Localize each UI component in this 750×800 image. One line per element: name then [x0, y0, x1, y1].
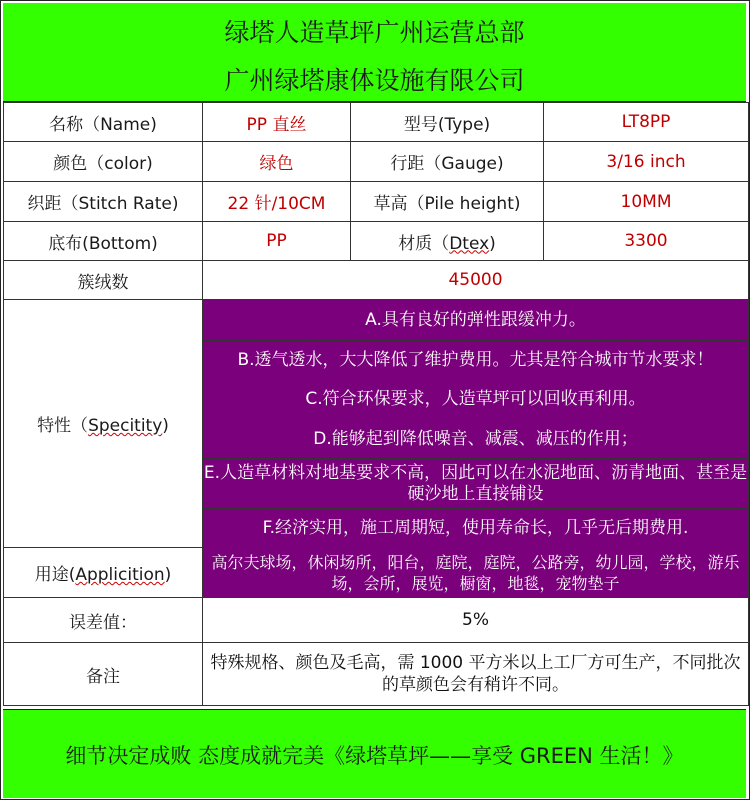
header-title: 绿塔人造草坪广州运营总部: [224, 18, 525, 47]
spec-table: [3, 102, 749, 706]
tuft-count-value: 45000: [203, 261, 749, 300]
usage-label: [4, 548, 203, 598]
dtex-label-prefix: 材质（: [398, 233, 450, 254]
table-row: [4, 142, 749, 182]
dtex-label-term: Dtex: [449, 233, 490, 254]
feature-item: D.能够起到降低噪音、减震、减压的作用；: [203, 420, 749, 459]
company-name: 广州绿塔康体设施有限公司: [224, 66, 525, 95]
usage-label-term: Applicition: [75, 565, 165, 585]
gauge-value: 3/16 inch: [544, 142, 749, 182]
pile-height-label: 草高（Pile height): [351, 182, 544, 222]
color-value: 绿色: [203, 142, 351, 182]
table-row: [4, 598, 749, 643]
color-label: 颜色（color): [4, 142, 203, 182]
stitch-rate-label: 织距（Stitch Rate): [4, 182, 203, 222]
features-label: [4, 300, 203, 548]
table-row: [4, 103, 749, 142]
type-value: LT8PP: [544, 103, 749, 142]
table-row: [4, 300, 749, 341]
name-value: PP 直丝: [203, 103, 351, 142]
name-label: 名称（Name): [4, 103, 203, 142]
usage-label-prefix: 用途(: [34, 565, 76, 585]
dtex-value: 3300: [544, 222, 749, 261]
tuft-count-label: 簇绒数: [4, 261, 203, 300]
feature-item: F.经济实用，施工周期短，使用寿命长，几乎无后期费用.: [203, 509, 749, 548]
footer-slogan: 细节决定成败 态度成就完美《绿塔草坪——享受 GREEN 生活！》: [65, 744, 684, 768]
tolerance-value: 5%: [203, 598, 749, 643]
pile-height-value: 10MM: [544, 182, 749, 222]
usage-label-suffix: ): [164, 565, 172, 585]
bottom-label: 底布(Bottom): [4, 222, 203, 261]
type-label: 型号(Type): [351, 103, 544, 142]
bottom-value: PP: [203, 222, 351, 261]
stitch-rate-value: 22 针/10CM: [203, 182, 351, 222]
header-banner: [3, 3, 746, 102]
features-label-prefix: 特性（: [37, 416, 89, 436]
usage-text: 高尔夫球场，休闲场所，阳台，庭院，庭院，公路旁，幼儿园，学校，游乐场，会所，展览，橱窗，地毯，宠物垫子: [203, 548, 749, 598]
feature-item: A.具有良好的弹性跟缓冲力。: [203, 300, 749, 341]
features-label-suffix: ): [162, 416, 169, 436]
remark-text: 特殊规格、颜色及毛高，需 1000 平方米以上工厂方可生产，不同批次的草颜色会有稍许不同。: [203, 643, 749, 706]
features-label-term: Specitity: [88, 416, 163, 436]
remark-label: 备注: [4, 643, 203, 706]
dtex-label-suffix: ): [489, 233, 496, 254]
feature-item: C.符合环保要求，人造草坪可以回收再利用。: [203, 380, 749, 420]
table-row: [4, 548, 749, 598]
tolerance-label: 误差值：: [4, 598, 203, 643]
dtex-label: [351, 222, 544, 261]
table-row: [4, 261, 749, 300]
table-row: [4, 222, 749, 261]
table-row: [4, 643, 749, 706]
feature-item: E.人造草材料对地基要求不高，因此可以在水泥地面、沥青地面、甚至是硬沙地上直接铺设: [203, 459, 749, 509]
gauge-label: 行距（Gauge): [351, 142, 544, 182]
table-row: [4, 182, 749, 222]
footer-banner: [3, 709, 746, 798]
feature-item: B.透气透水，大大降低了维护费用。尤其是符合城市节水要求！: [203, 341, 749, 380]
